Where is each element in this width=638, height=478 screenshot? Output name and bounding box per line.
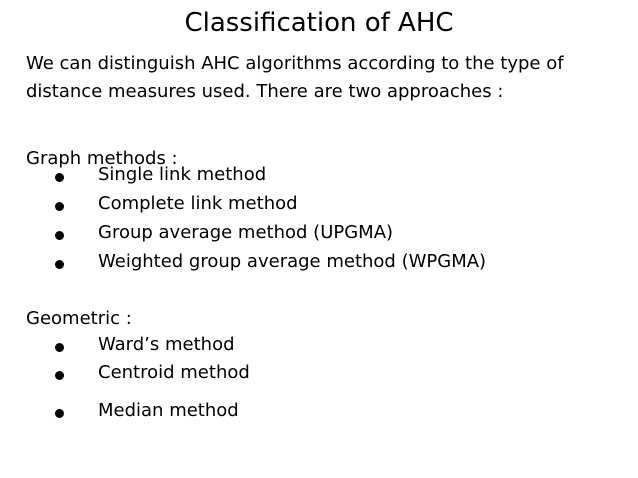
list-item-label: Ward’s method <box>98 334 235 355</box>
list-item-label: Weighted group average method (WPGMA) <box>98 251 487 272</box>
bullet-icon <box>55 202 64 211</box>
bullet-icon <box>55 231 64 240</box>
list-item-label: Median method <box>98 400 239 421</box>
intro-text: We can distinguish AHC algorithms according to the type of distance measures used. There are two approaches : <box>26 53 564 102</box>
bullet-icon <box>55 343 64 352</box>
geometric-heading: Geometric : <box>26 308 132 329</box>
list-item-label: Group average method (UPGMA) <box>98 222 394 243</box>
slide-title: Classification of AHC <box>184 8 454 38</box>
bullet-icon <box>55 409 64 418</box>
bullet-icon <box>55 371 64 380</box>
list-item-label: Single link method <box>98 164 267 185</box>
graph-methods-heading: Graph methods : <box>26 148 178 169</box>
bullet-icon <box>55 260 64 269</box>
list-item-label: Complete link method <box>98 193 298 214</box>
bullet-icon <box>55 173 64 182</box>
list-item-label: Centroid method <box>98 362 250 383</box>
